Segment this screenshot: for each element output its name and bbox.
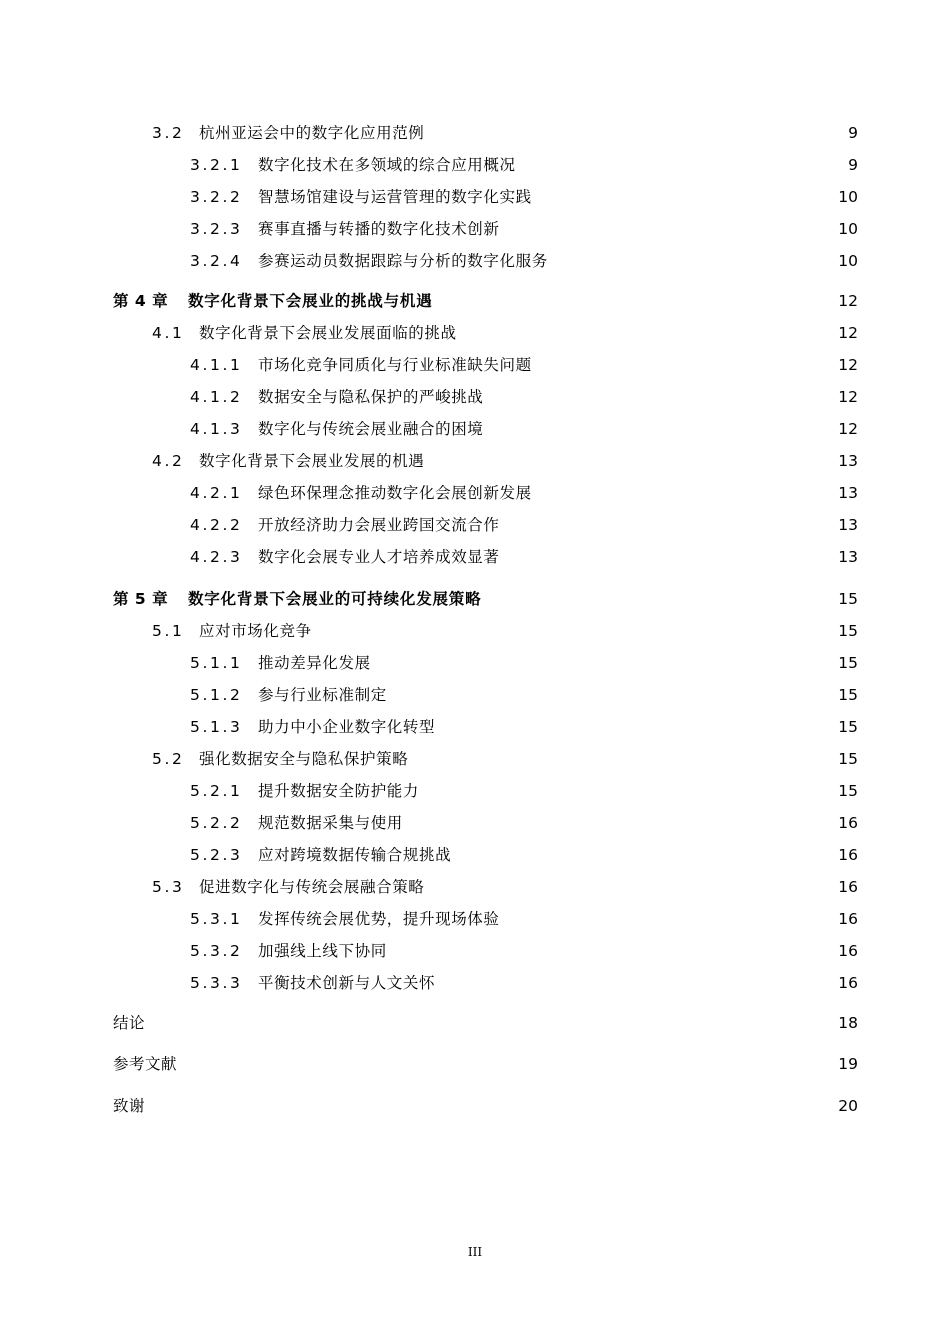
toc-dot-leader [427, 449, 835, 473]
toc-entry-page: 15 [838, 750, 858, 768]
toc-entry-page: 18 [838, 1014, 858, 1032]
toc-entry-title: 参与行业标准制定 [258, 686, 387, 704]
toc-section-entry [0, 619, 950, 643]
toc-entry-number: 3.2.1 [190, 156, 243, 174]
toc-entry-number: 3.2.2 [190, 188, 243, 206]
toc-entry-line [258, 843, 858, 867]
toc-entry-title: 规范数据采集与使用 [258, 814, 403, 832]
toc-dot-leader [315, 619, 836, 643]
toc-dot-leader [486, 417, 835, 441]
toc-dot-leader [390, 683, 835, 707]
toc-section-entry [0, 513, 950, 537]
toc-entry-page: 12 [838, 292, 858, 310]
toc-entry-line [199, 619, 858, 643]
toc-entry-line [199, 875, 858, 899]
toc-dot-leader [427, 875, 835, 899]
toc-entry-number: 4.1.2 [190, 388, 243, 406]
toc-entry-line [188, 289, 858, 313]
toc-section-entry [0, 217, 950, 241]
toc-section-entry [0, 481, 950, 505]
toc-section-entry [0, 185, 950, 209]
toc-dot-leader [535, 481, 836, 505]
toc-entry-number: 5.2.1 [190, 782, 243, 800]
toc-entry-title: 赛事直播与转播的数字化技术创新 [258, 220, 500, 238]
toc-section-entry [0, 875, 950, 899]
toc-entry-number: 4.1.1 [190, 356, 243, 374]
toc-entry-number: 3.2 [152, 124, 185, 142]
toc-entry-line [199, 321, 858, 345]
toc-section-entry [0, 651, 950, 675]
toc-dot-leader [519, 153, 845, 177]
toc-entry-number: 4.2.3 [190, 548, 243, 566]
toc-entry-page: 15 [838, 686, 858, 704]
toc-entry-line [258, 249, 858, 273]
toc-entry-page: 15 [838, 718, 858, 736]
toc-section-entry [0, 779, 950, 803]
toc-section-entry [0, 449, 950, 473]
toc-back-matter-entry [0, 1052, 950, 1076]
toc-dot-leader [374, 651, 836, 675]
toc-dot-leader [551, 249, 835, 273]
toc-entry-number: 5.1 [152, 622, 185, 640]
toc-entry-title: 数字化背景下会展业的可持续化发展策略 [188, 590, 482, 608]
toc-entry-page: 16 [838, 942, 858, 960]
toc-entry-line [258, 971, 858, 995]
toc-entry-page: 16 [838, 814, 858, 832]
toc-entry-title: 数字化与传统会展业融合的困境 [258, 420, 484, 438]
toc-entry-title: 数字化背景下会展业的挑战与机遇 [188, 292, 433, 310]
toc-entry-line [258, 811, 858, 835]
toc-entry-title: 数字化技术在多领域的综合应用概况 [258, 156, 516, 174]
toc-section-entry [0, 715, 950, 739]
toc-section-entry [0, 683, 950, 707]
toc-entry-title: 加强线上线下协同 [258, 942, 387, 960]
toc-entry-page: 12 [838, 324, 858, 342]
toc-entry-line [188, 587, 858, 611]
toc-dot-leader [411, 747, 835, 771]
toc-entry-page: 12 [838, 356, 858, 374]
toc-entry-number: 5.3.2 [190, 942, 243, 960]
toc-entry-title: 平衡技术创新与人文关怀 [258, 974, 436, 992]
toc-dot-leader [503, 217, 836, 241]
toc-entry-line [258, 417, 858, 441]
toc-entry-title: 数字化会展专业人才培养成效显著 [258, 548, 500, 566]
toc-entry-page: 15 [838, 782, 858, 800]
toc-entry-number: 5.2.2 [190, 814, 243, 832]
toc-entry-title: 参赛运动员数据跟踪与分析的数字化服务 [258, 252, 548, 270]
toc-entry-title: 开放经济助力会展业跨国交流合作 [258, 516, 500, 534]
toc-dot-leader [503, 907, 836, 931]
toc-dot-leader [438, 715, 835, 739]
toc-section-entry [0, 249, 950, 273]
toc-entry-page: 15 [838, 654, 858, 672]
toc-dot-leader [406, 811, 835, 835]
toc-entry-number: 5.1.2 [190, 686, 243, 704]
toc-entry-number: 4.2.2 [190, 516, 243, 534]
toc-section-entry [0, 417, 950, 441]
toc-entry-page: 16 [838, 974, 858, 992]
toc-entry-page: 9 [848, 124, 858, 142]
toc-entry-line [258, 715, 858, 739]
toc-section-entry [0, 321, 950, 345]
toc-entry-number: 4.1.3 [190, 420, 243, 438]
toc-dot-leader [146, 1094, 837, 1118]
toc-entry-line [258, 153, 858, 177]
toc-entry-page: 13 [838, 452, 858, 470]
toc-entry-line [258, 353, 858, 377]
toc-dot-leader [436, 289, 836, 313]
toc-section-entry [0, 545, 950, 569]
toc-entry-line [258, 939, 858, 963]
toc-dot-leader [390, 939, 835, 963]
toc-entry-page: 12 [838, 420, 858, 438]
toc-entry-number: 4.2 [152, 452, 185, 470]
toc-entry-page: 13 [838, 548, 858, 566]
toc-entry-number: 5.1.3 [190, 718, 243, 736]
toc-entry-title: 数字化背景下会展业发展面临的挑战 [199, 324, 457, 342]
toc-dot-leader [503, 545, 836, 569]
toc-back-matter-entry [0, 1094, 950, 1118]
toc-entry-line [258, 481, 858, 505]
toc-entry-line [258, 217, 858, 241]
toc-dot-leader [146, 1011, 837, 1035]
toc-section-entry [0, 843, 950, 867]
toc-entry-title: 参考文献 [113, 1055, 178, 1073]
toc-entry-number: 5.1.1 [190, 654, 243, 672]
toc-entry-title: 市场化竞争同质化与行业标准缺失问题 [258, 356, 532, 374]
toc-entry-number: 4.2.1 [190, 484, 243, 502]
toc-entry-title: 数据安全与隐私保护的严峻挑战 [258, 388, 484, 406]
toc-entry-line [258, 545, 858, 569]
toc-entry-page: 10 [838, 188, 858, 206]
toc-entry-title: 致谢 [113, 1097, 146, 1115]
toc-section-entry [0, 353, 950, 377]
toc-entry-page: 12 [838, 388, 858, 406]
toc-entry-line [258, 683, 858, 707]
toc-dot-leader [422, 779, 835, 803]
toc-chapter-entry [0, 587, 950, 611]
toc-entry-title: 应对跨境数据传输合规挑战 [258, 846, 452, 864]
toc-entry-page: 16 [838, 910, 858, 928]
toc-entry-line [258, 513, 858, 537]
toc-section-entry [0, 907, 950, 931]
toc-entry-page: 10 [838, 220, 858, 238]
toc-entry-page: 9 [848, 156, 858, 174]
toc-dot-leader [486, 385, 835, 409]
toc-entry-number: 3.2.3 [190, 220, 243, 238]
toc-entry-line [258, 385, 858, 409]
toc-entry-title: 绿色环保理念推动数字化会展创新发展 [258, 484, 532, 502]
toc-entry-page: 13 [838, 516, 858, 534]
toc-entry-title: 提升数据安全防护能力 [258, 782, 420, 800]
toc-dot-leader [535, 185, 836, 209]
toc-section-entry [0, 121, 950, 145]
toc-entry-title: 杭州亚运会中的数字化应用范例 [199, 124, 425, 142]
toc-entry-line [258, 907, 858, 931]
toc-entry-number: 5.3.1 [190, 910, 243, 928]
toc-entry-title: 助力中小企业数字化转型 [258, 718, 436, 736]
toc-entry-line [258, 185, 858, 209]
toc-entry-number: 5.3 [152, 878, 185, 896]
toc-entry-page: 15 [838, 590, 858, 608]
toc-entry-page: 19 [838, 1055, 858, 1073]
toc-dot-leader [178, 1052, 837, 1076]
toc-entry-line [258, 651, 858, 675]
toc-entry-line [113, 1011, 858, 1035]
toc-dot-leader [535, 353, 836, 377]
toc-entry-line [113, 1052, 858, 1076]
toc-section-entry [0, 939, 950, 963]
toc-entry-number: 3.2.4 [190, 252, 243, 270]
toc-entry-title: 结论 [113, 1014, 146, 1032]
toc-entry-page: 13 [838, 484, 858, 502]
toc-dot-leader [438, 971, 835, 995]
toc-entry-line [258, 779, 858, 803]
toc-entry-title: 推动差异化发展 [258, 654, 371, 672]
toc-dot-leader [460, 321, 836, 345]
toc-section-entry [0, 971, 950, 995]
toc-entry-line [199, 747, 858, 771]
toc-dot-leader [484, 587, 835, 611]
toc-entry-number: 4.1 [152, 324, 185, 342]
toc-entry-number: 5.2.3 [190, 846, 243, 864]
toc-entry-title: 强化数据安全与隐私保护策略 [199, 750, 409, 768]
toc-entry-title: 应对市场化竞争 [199, 622, 312, 640]
toc-section-entry [0, 811, 950, 835]
toc-entry-number: 第 5 章 [113, 590, 169, 608]
toc-entry-page: 16 [838, 878, 858, 896]
toc-entry-number: 5.3.3 [190, 974, 243, 992]
toc-dot-leader [503, 513, 836, 537]
toc-entry-line [199, 121, 858, 145]
toc-entry-title: 促进数字化与传统会展融合策略 [199, 878, 425, 896]
toc-entry-number: 5.2 [152, 750, 185, 768]
toc-dot-leader [427, 121, 845, 145]
toc-entry-title: 发挥传统会展优势，提升现场体验 [258, 910, 500, 928]
toc-entry-page: 15 [838, 622, 858, 640]
toc-section-entry [0, 153, 950, 177]
toc-entry-number: 第 4 章 [113, 292, 169, 310]
toc-entry-page: 10 [838, 252, 858, 270]
toc-entry-page: 20 [838, 1097, 858, 1115]
toc-entry-line [199, 449, 858, 473]
toc-entry-title: 数字化背景下会展业发展的机遇 [199, 452, 425, 470]
toc-section-entry [0, 385, 950, 409]
toc-entry-line [113, 1094, 858, 1118]
toc-dot-leader [454, 843, 835, 867]
page-number-footer: III [467, 1245, 483, 1259]
toc-entry-title: 智慧场馆建设与运营管理的数字化实践 [258, 188, 532, 206]
toc-section-entry [0, 747, 950, 771]
toc-back-matter-entry [0, 1011, 950, 1035]
toc-entry-page: 16 [838, 846, 858, 864]
toc-chapter-entry [0, 289, 950, 313]
